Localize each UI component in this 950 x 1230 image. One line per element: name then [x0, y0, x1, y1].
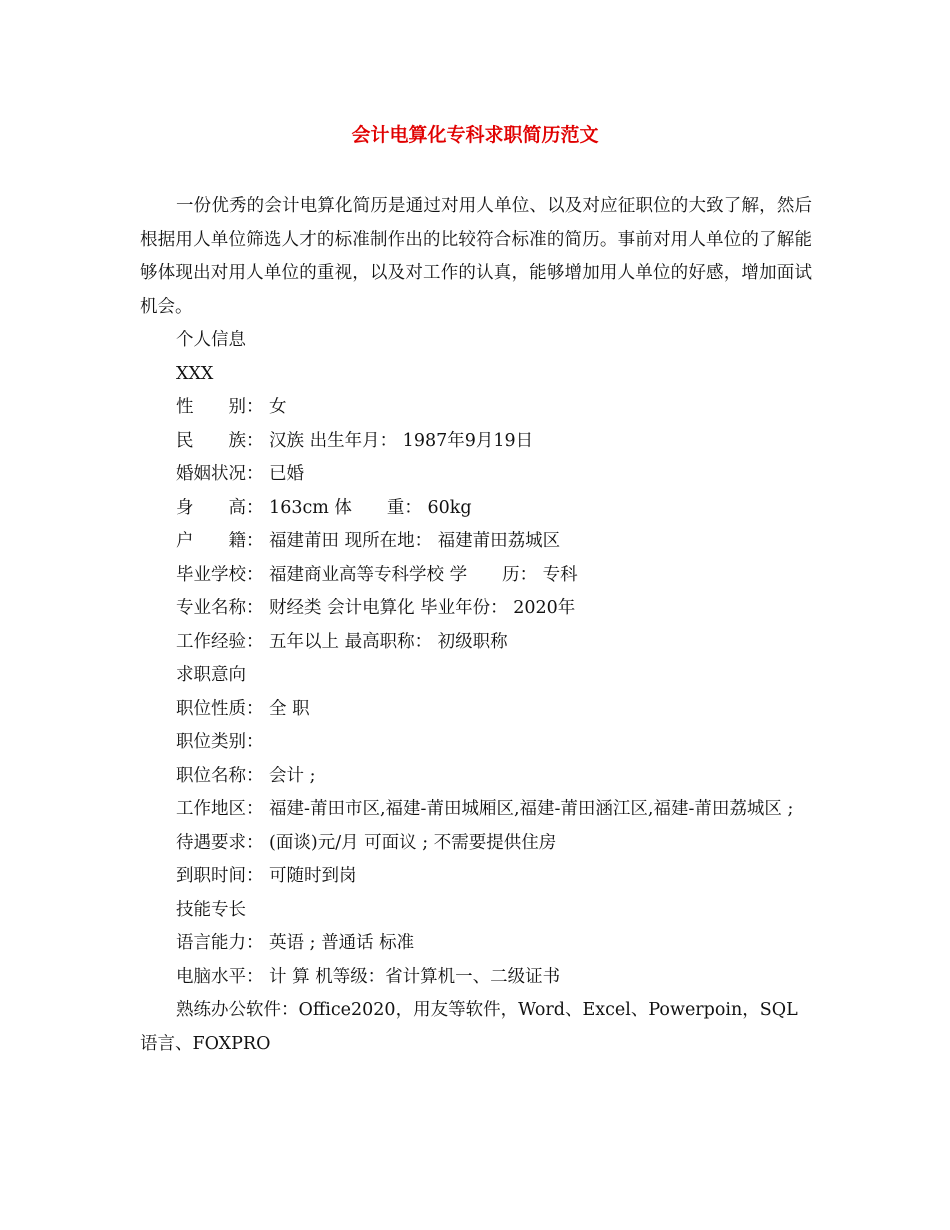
height-weight-line: 身 高： 163cm 体 重： 60kg — [176, 497, 472, 518]
ethnicity-birthdate-line: 民 族： 汉族 出生年月： 1987年9月19日 — [176, 430, 534, 451]
name-line: XXX — [176, 363, 214, 384]
major-graduation-line: 专业名称： 财经类 会计电算化 毕业年份： 2020年 — [176, 598, 576, 618]
experience-title-line: 工作经验： 五年以上 最高职称： 初级职称 — [176, 631, 508, 652]
gender-line: 性 别： 女 — [176, 397, 287, 417]
start-time-line: 到职时间： 可随时到岗 — [176, 866, 357, 886]
job-title-line: 职位名称： 会计 ; — [176, 765, 316, 786]
marital-status-line: 婚姻状况： 已婚 — [176, 464, 305, 484]
intro-paragraph: 一份优秀的会计电算化简历是通过对用人单位、以及对应征职位的大致了解，然后根据用人单位筛选人才的标准制作出的比较符合标准的简历。事前对用人单位的了解能够体现出对用人单位的重视，以及对工作的认真，能够增加用人单位的好感，增加面试机会。 — [140, 196, 812, 317]
salary-line: 待遇要求： (面谈)元/月 可面议 ; 不需要提供住房 — [176, 832, 557, 853]
language-ability-line: 语言能力： 英语 ; 普通话 标准 — [176, 933, 415, 953]
office-software-line: 熟练办公软件：Office2020，用友等软件，Word、Excel、Powerpoin，SQL语言、FOXPRO — [140, 1000, 798, 1054]
work-area-line: 工作地区： 福建-莆田市区,福建-莆田城厢区,福建-莆田涵江区,福建-莆田荔城区 ; — [176, 799, 794, 819]
section-heading-job-intention: 求职意向 — [176, 665, 246, 685]
job-category-line: 职位类别： — [176, 732, 264, 752]
computer-level-line: 电脑水平： 计 算 机等级：省计算机一、二级证书 — [176, 966, 561, 987]
section-heading-skills: 技能专长 — [176, 899, 246, 920]
residence-line: 户 籍： 福建莆田 现所在地： 福建莆田荔城区 — [176, 531, 561, 551]
job-nature-line: 职位性质： 全 职 — [176, 698, 310, 719]
school-education-line: 毕业学校： 福建商业高等专科学校 学 历： 专科 — [176, 564, 578, 585]
section-heading-personal-info: 个人信息 — [176, 330, 246, 350]
document-body — [140, 190, 812, 1061]
document-title: 会计电算化专科求职简历范文 — [351, 124, 599, 146]
